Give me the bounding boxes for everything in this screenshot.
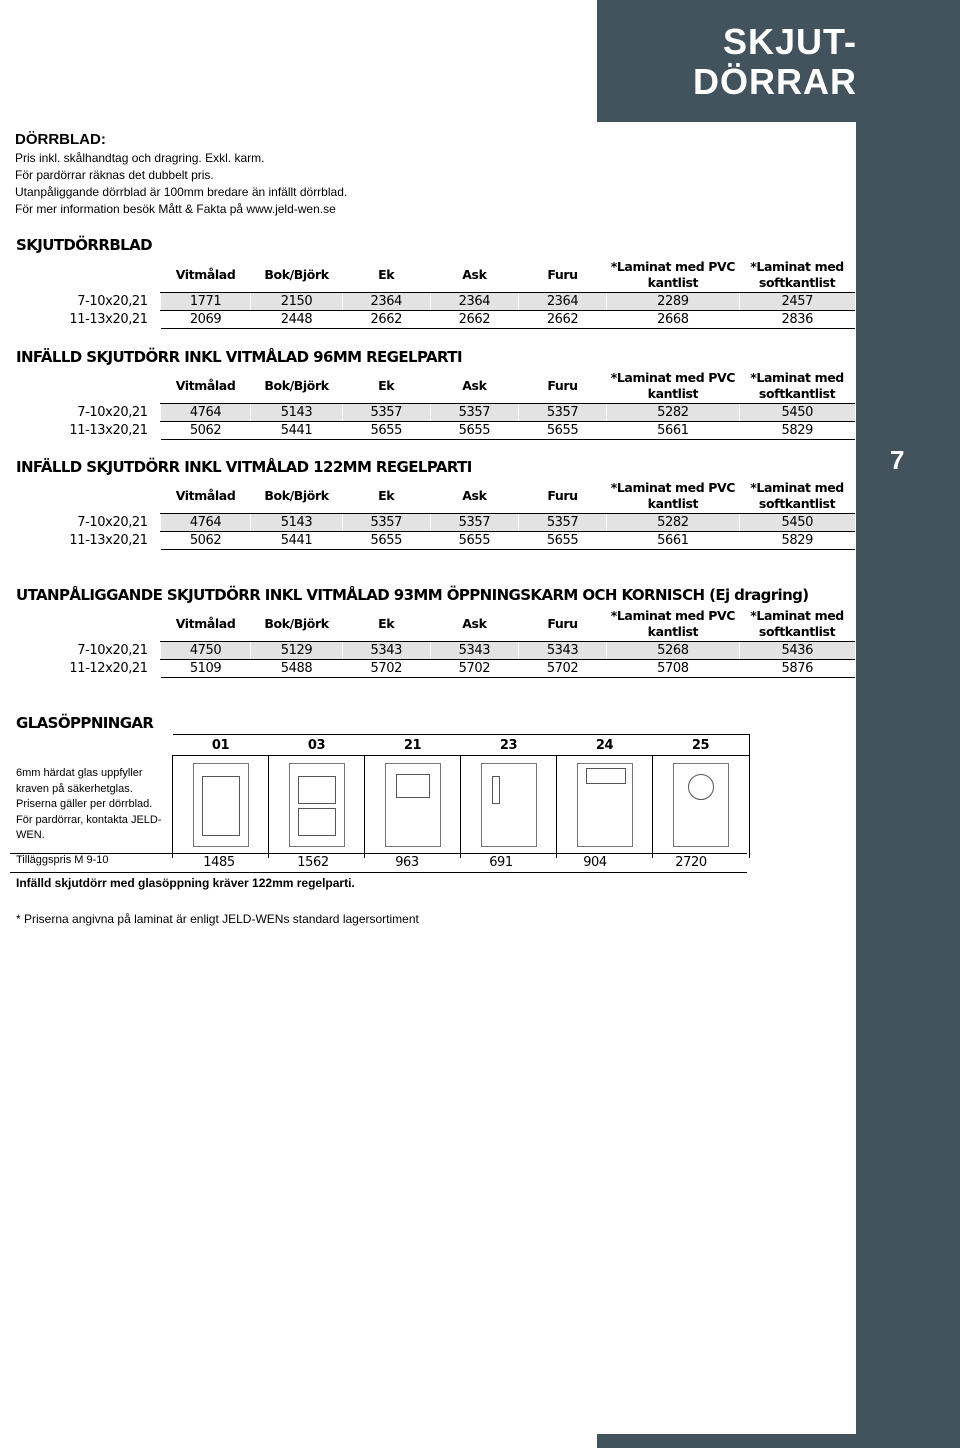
door-23-icon (481, 763, 537, 847)
price-cell: 5282 (607, 514, 739, 532)
door-24-icon (577, 763, 633, 847)
description-line: För pardörrar, kontakta JELD- (16, 813, 162, 826)
description-line: 6mm härdat glas uppfyller (16, 767, 143, 779)
row-label: 11-12x20,21 (10, 660, 160, 678)
price-cell: 5450 (739, 404, 855, 422)
price-cell: 5343 (430, 642, 518, 660)
column-header: Vitmålad (175, 378, 236, 393)
table-row (10, 660, 855, 678)
price-cell: 5655 (430, 422, 518, 440)
price-cell: 5143 (251, 514, 342, 532)
door-03-icon (289, 763, 345, 847)
column-header: Bok/Björk (264, 267, 329, 282)
price-cell: 5062 (160, 422, 251, 440)
column-header: Bok/Björk (264, 378, 329, 393)
door-21-icon (385, 763, 441, 847)
door-cell (557, 756, 653, 859)
surcharge-value: 1485 (203, 855, 235, 870)
price-cell: 5357 (430, 404, 518, 422)
column-header: *Laminat med softkantlist (750, 259, 844, 290)
price-cell: 5829 (739, 422, 855, 440)
column-header: Furu (547, 267, 578, 282)
table-header (10, 369, 855, 404)
column-header: Ask (462, 616, 487, 631)
price-cell: 2662 (518, 311, 606, 329)
title-line-2: DÖRRAR (693, 61, 857, 102)
price-cell: 2364 (342, 293, 430, 311)
table-row (10, 311, 855, 329)
column-header: *Laminat med PVC kantlist (610, 259, 736, 290)
price-cell: 5109 (160, 660, 251, 678)
table-row (10, 514, 855, 532)
price-cell: 2289 (607, 293, 739, 311)
price-cell: 5357 (518, 404, 606, 422)
price-cell: 5655 (518, 532, 606, 550)
price-cell: 4764 (160, 404, 251, 422)
price-cell: 2069 (160, 311, 251, 329)
description-line: WEN. (16, 829, 45, 841)
column-header: *Laminat med PVC kantlist (610, 608, 736, 639)
price-cell: 5357 (430, 514, 518, 532)
price-cell: 2836 (739, 311, 855, 329)
price-cell: 5343 (518, 642, 606, 660)
price-cell: 1771 (160, 293, 251, 311)
section-title: INFÄLLD SKJUTDÖRR INKL VITMÅLAD 96MM REGELPARTI (16, 348, 462, 366)
price-cell: 2364 (430, 293, 518, 311)
column-header: Bok/Björk (264, 488, 329, 503)
price-cell: 5876 (739, 660, 855, 678)
column-header: Vitmålad (175, 267, 236, 282)
price-cell: 5143 (251, 404, 342, 422)
price-cell: 4764 (160, 514, 251, 532)
price-cell: 5441 (251, 422, 342, 440)
price-cell: 5829 (739, 532, 855, 550)
title-line-1: SKJUT- (722, 21, 857, 62)
price-cell: 5702 (518, 660, 606, 678)
price-cell: 5661 (607, 532, 739, 550)
intro-line: Utanpåliggande dörrblad är 100mm bredare än infällt dörrblad. (15, 185, 348, 199)
price-cell: 4750 (160, 642, 251, 660)
footnote: * Priserna angivna på laminat är enligt JELD-WENs standard lagersortiment (16, 912, 419, 926)
model-header: 03 (269, 735, 365, 756)
price-cell: 5357 (342, 404, 430, 422)
table-row (10, 422, 855, 440)
price-table (10, 479, 855, 550)
price-cell: 2662 (342, 311, 430, 329)
table-header (10, 479, 855, 514)
door-cell (269, 756, 365, 859)
column-header: Ek (378, 488, 395, 503)
column-header: Ek (378, 616, 395, 631)
description-line: Priserna gäller per dörrblad. (16, 798, 153, 810)
price-cell: 2448 (251, 311, 342, 329)
column-header: Bok/Björk (264, 616, 329, 631)
column-header: Furu (547, 488, 578, 503)
column-header: *Laminat med softkantlist (750, 608, 844, 639)
column-header: *Laminat med PVC kantlist (610, 480, 736, 511)
page-number: 7 (890, 445, 905, 475)
model-header: 01 (173, 735, 269, 756)
price-cell: 5708 (607, 660, 739, 678)
column-header: Ask (462, 267, 487, 282)
intro-heading: DÖRRBLAD: (15, 131, 106, 148)
table-row (10, 642, 855, 660)
surcharge-value: 691 (489, 855, 513, 870)
column-header: Ask (462, 378, 487, 393)
intro-line: För pardörrar räknas det dubbelt pris. (15, 168, 214, 182)
description-line: kraven på säkerhetglas. (16, 782, 133, 795)
column-header: Ek (378, 267, 395, 282)
page-title (693, 22, 857, 102)
column-header: Furu (547, 378, 578, 393)
section-title: INFÄLLD SKJUTDÖRR INKL VITMÅLAD 122MM REGELPARTI (16, 458, 472, 476)
intro-line: För mer information besök Mått & Fakta på www.jeld-wen.se (15, 202, 336, 216)
price-cell: 5655 (342, 422, 430, 440)
surcharge-value: 1562 (297, 855, 329, 870)
price-cell: 5488 (251, 660, 342, 678)
price-cell: 5357 (518, 514, 606, 532)
price-cell: 5450 (739, 514, 855, 532)
table-row (10, 532, 855, 550)
surcharge-label: Tilläggspris M 9-10 (16, 854, 109, 866)
price-cell: 5436 (739, 642, 855, 660)
row-label: 7-10x20,21 (77, 294, 148, 309)
price-cell: 2457 (739, 293, 855, 311)
section-title: GLASÖPPNINGAR (16, 714, 154, 732)
door-25-icon (673, 763, 729, 847)
table-row (10, 404, 855, 422)
section-title: SKJUTDÖRRBLAD (16, 236, 152, 254)
door-cell (653, 756, 750, 859)
row-label: 11-13x20,21 (10, 532, 160, 550)
price-cell: 5702 (342, 660, 430, 678)
glas-table (172, 734, 750, 858)
price-table (10, 369, 855, 440)
model-header: 25 (653, 735, 750, 756)
table-header (173, 735, 750, 756)
row-label: 11-13x20,21 (10, 422, 160, 440)
row-label: 11-13x20,21 (10, 311, 160, 329)
door-image-row (173, 756, 750, 859)
table-header (10, 607, 855, 642)
column-header: Furu (547, 616, 578, 631)
column-header: Ek (378, 378, 395, 393)
row-label: 7-10x20,21 (77, 643, 148, 658)
row-label: 7-10x20,21 (77, 405, 148, 420)
column-header: Vitmålad (175, 488, 236, 503)
content-panel (4, 122, 856, 1434)
column-header: Vitmålad (175, 616, 236, 631)
price-cell: 5655 (430, 532, 518, 550)
price-cell: 2668 (607, 311, 739, 329)
surcharge-value: 2720 (675, 855, 707, 870)
price-table (10, 258, 855, 329)
table-header (10, 258, 855, 293)
column-header: *Laminat med PVC kantlist (610, 370, 736, 401)
price-cell: 5062 (160, 532, 251, 550)
price-cell: 5441 (251, 532, 342, 550)
price-cell: 5661 (607, 422, 739, 440)
surcharge-value: 963 (395, 855, 419, 870)
price-cell: 5129 (251, 642, 342, 660)
section-title: UTANPÅLIGGANDE SKJUTDÖRR INKL VITMÅLAD 93MM ÖPPNINGSKARM OCH KORNISCH (Ej dragring) (16, 586, 809, 604)
intro-line: Pris inkl. skålhandtag och dragring. Exkl. karm. (15, 151, 265, 165)
price-cell: 5702 (430, 660, 518, 678)
price-cell: 5343 (342, 642, 430, 660)
surcharge-value: 904 (583, 855, 607, 870)
model-header: 24 (557, 735, 653, 756)
door-cell (365, 756, 461, 859)
door-01-icon (193, 763, 249, 847)
model-header: 21 (365, 735, 461, 756)
column-header: Ask (462, 488, 487, 503)
price-cell: 5268 (607, 642, 739, 660)
column-header: *Laminat med softkantlist (750, 370, 844, 401)
price-cell: 5282 (607, 404, 739, 422)
intro-block (15, 130, 347, 218)
price-cell: 5357 (342, 514, 430, 532)
price-cell: 5655 (518, 422, 606, 440)
table-row (10, 293, 855, 311)
door-cell (173, 756, 269, 859)
column-header: *Laminat med softkantlist (750, 480, 844, 511)
price-cell: 2662 (430, 311, 518, 329)
door-cell (461, 756, 557, 859)
model-header: 23 (461, 735, 557, 756)
row-label: 7-10x20,21 (77, 515, 148, 530)
price-table (10, 607, 855, 678)
price-cell: 2150 (251, 293, 342, 311)
price-cell: 5655 (342, 532, 430, 550)
price-cell: 2364 (518, 293, 606, 311)
glas-note: Infälld skjutdörr med glasöppning kräver 122mm regelparti. (16, 876, 355, 890)
glas-description (16, 766, 166, 844)
